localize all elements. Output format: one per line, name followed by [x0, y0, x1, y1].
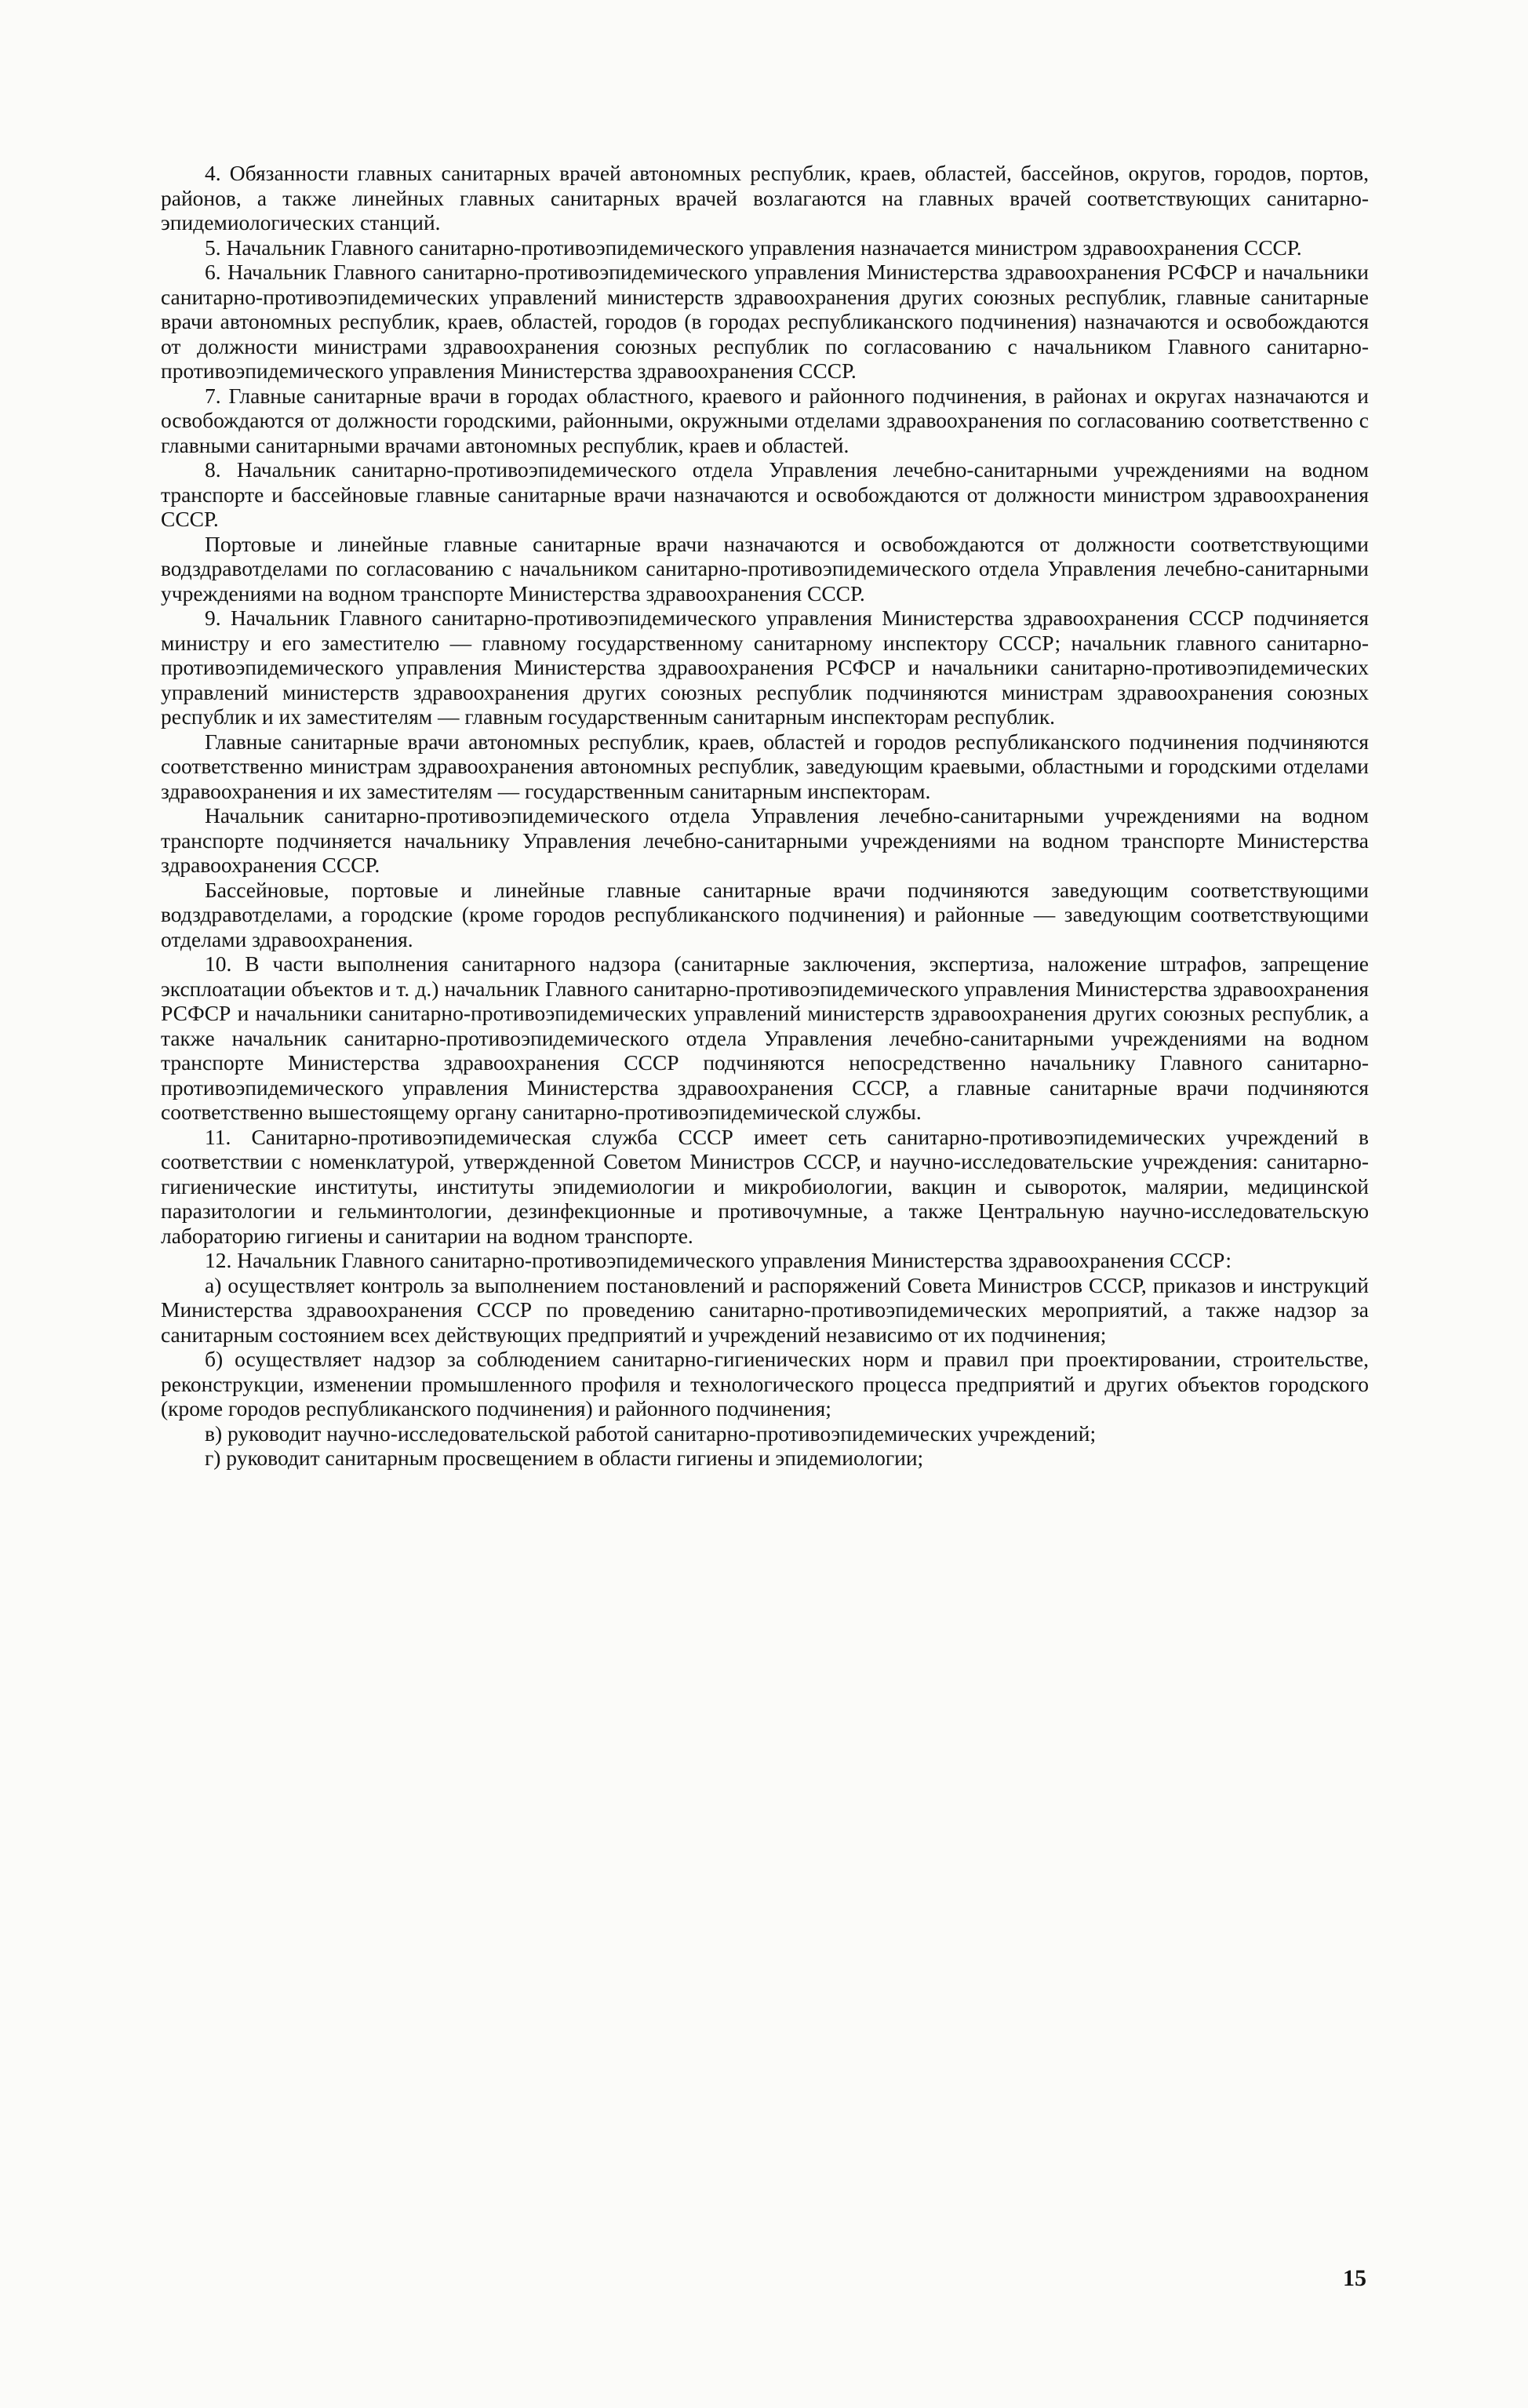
paragraph-5: 5. Начальник Главного санитарно-противоэпидемического управления назначается министром здравоохранения СССР. [205, 235, 1302, 260]
paragraph-12-b: б) осуществляет надзор за соблюдением санитарно-гигиенических норм и правил при проектировании, строительстве, реконструкции, изменении промышленного профиля и технологического процесса предприятий и других объектов городского (кроме городов республиканского подчинения) и районного подчинения; [161, 1347, 1369, 1420]
paragraph-9-cont-1: Главные санитарные врачи автономных республик, краев, областей и городов республиканского подчинения подчиняются соответственно министрам здравоохранения автономных республик, заведующим краевыми, областными и городскими отделами здравоохранения и их заместителям — государственным санитарным инспекторам. [161, 729, 1369, 803]
paragraph-7: 7. Главные санитарные врачи в городах областного, краевого и районного подчинения, в районах и округах назначаются и освобождаются от должности городскими, районными, окружными отделами здравоохранения по согласованию соответственно с главными санитарными врачами автономных республик, краев и областей. [161, 383, 1369, 457]
page-number: 15 [1343, 2265, 1366, 2291]
paragraph-8: 8. Начальник санитарно-противоэпидемического отдела Управления лечебно-санитарными учреждениями на водном транспорте и бассейновые главные санитарные врачи назначаются и освобождаются от должности министром здравоохранения СССР. [161, 457, 1369, 531]
paragraph-12-a: а) осуществляет контроль за выполнением постановлений и распоряжений Совета Министров СССР, приказов и инструкций Министерства здравоохранения СССР по проведению санитарно-противоэпидемических мероприятий, а также надзор за санитарным состоянием всех действующих предприятий и учреждений независимо от их подчинения; [161, 1272, 1369, 1347]
paragraph-12-g: г) руководит санитарным просвещением в области гигиены и эпидемиологии; [205, 1446, 924, 1470]
body-text [161, 161, 1369, 1471]
paragraph-9: 9. Начальник Главного санитарно-противоэпидемического управления Министерства здравоохранения СССР подчиняется министру и его заместителю — главному государственному санитарному инспектору СССР; начальник главного санитарно-противоэпидемического управления Министерства здравоохранения РСФСР и начальники санитарно-противоэпидемических управлений министерств здравоохранения других союзных республик подчиняются министрам здравоохранения союзных республик и их заместителям — главным государственным санитарным инспекторам республик. [161, 606, 1369, 729]
paragraph-10: 10. В части выполнения санитарного надзора (санитарные заключения, экспертиза, наложение штрафов, запрещение эксплоатации объектов и т. д.) начальник Главного санитарно-противоэпидемического управления Министерства здравоохранения РСФСР и начальники санитарно-противоэпидемических управлений министерств здравоохранения других союзных республик, а также начальник санитарно-противоэпидемического отдела Управления лечебно-санитарными учреждениями на водном транспорте Министерства здравоохранения СССР подчиняются непосредственно начальнику Главного санитарно-противоэпидемического управления Министерства здравоохранения СССР, а главные санитарные врачи подчиняются соответственно вышестоящему органу санитарно-противоэпидемической службы. [161, 951, 1369, 1124]
paragraph-12-v: в) руководит научно-исследовательской работой санитарно-противоэпидемических учреждений; [205, 1420, 1097, 1446]
paragraph-9-cont-3: Бассейновые, портовые и линейные главные санитарные врачи подчиняются заведующим соответствующими водздравотделами, а городские (кроме городов республиканского подчинения) и районные — заведующим соответствующими отделами здравоохранения. [161, 877, 1369, 951]
paragraph-11: 11. Санитарно-противоэпидемическая служба СССР имеет сеть санитарно-противоэпидемических учреждений в соответствии с номенклатурой, утвержденной Советом Министров СССР, и научно-исследовательские учреждения: санитарно-гигиенические институты, институты эпидемиологии и микробиологии, вакцин и сывороток, малярии, медицинской паразитологии и гельминтологии, дезинфекционные и противочумные, а также Центральную научно-исследовательскую лабораторию гигиены и санитарии на водном транспорте. [161, 1124, 1369, 1248]
paragraph-8-cont: Портовые и линейные главные санитарные врачи назначаются и освобождаются от должности соответствующими водздравотделами по согласованию с начальником санитарно-противоэпидемического отдела Управления лечебно-санитарными учреждениями на водном транспорте Министерства здравоохранения СССР. [161, 531, 1369, 606]
paragraph-12: 12. Начальник Главного санитарно-противоэпидемического управления Министерства здравоохранения СССР: [205, 1248, 1231, 1272]
paragraph-4: 4. Обязанности главных санитарных врачей автономных республик, краев, областей, бассейнов, округов, городов, портов, районов, а также линейных главных санитарных врачей возлагаются на главных врачей соответствующих санитарно-эпидемиологических станций. [161, 161, 1369, 235]
paragraph-6: 6. Начальник Главного санитарно-противоэпидемического управления Министерства здравоохранения РСФСР и начальники санитарно-противоэпидемических управлений министерств здравоохранения других союзных республик, главные санитарные врачи автономных республик, краев, областей, городов (в городах республиканского подчинения) назначаются и освобождаются от должности министрами здравоохранения союзных республик по согласованию с начальником Главного санитарно-противоэпидемического управления Министерства здравоохранения СССР. [161, 260, 1369, 383]
paragraph-9-cont-2: Начальник санитарно-противоэпидемического отдела Управления лечебно-санитарными учреждениями на водном транспорте подчиняется начальнику Управления лечебно-санитарными учреждениями на водном транспорте Министерства здравоохранения СССР. [161, 803, 1369, 877]
